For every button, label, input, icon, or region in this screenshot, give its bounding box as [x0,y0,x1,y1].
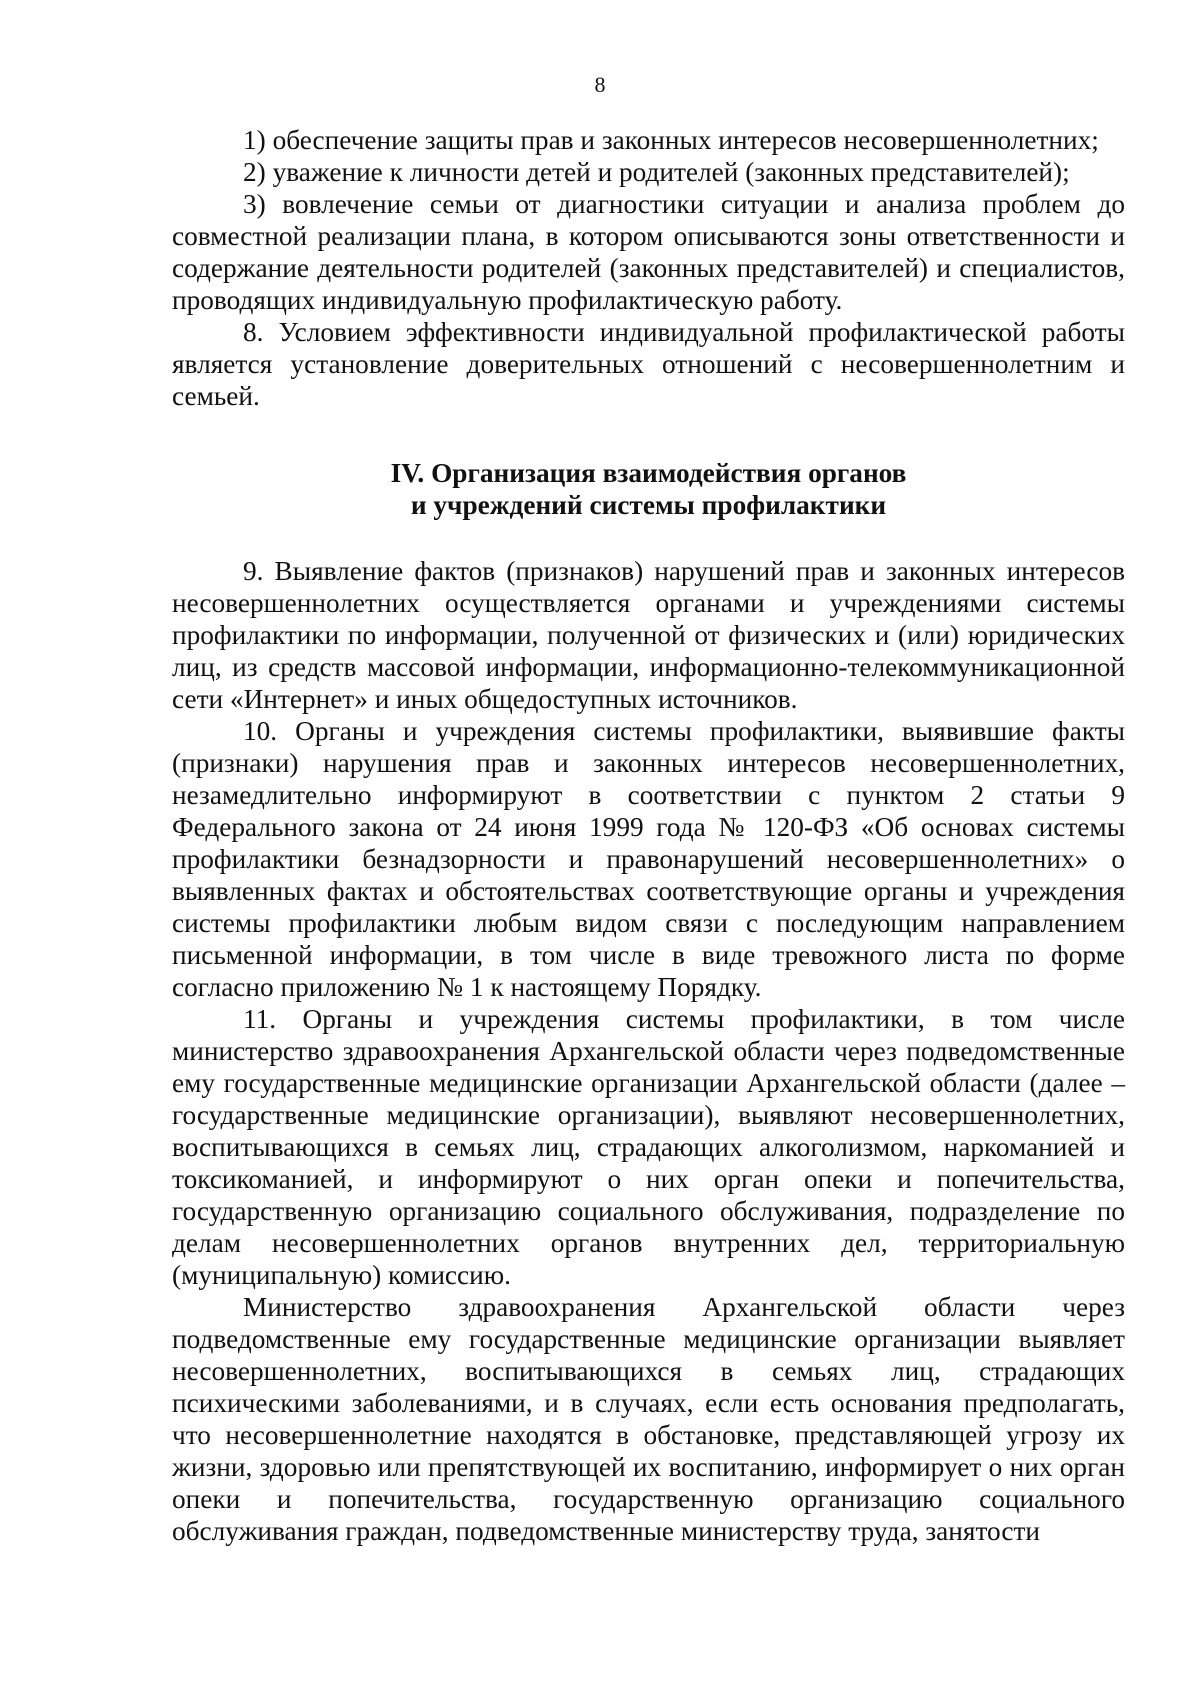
page-number: 8 [594,72,606,97]
section-heading [172,457,1125,521]
section-heading-line-1: IV. Организация взаимодействия органов [390,458,907,488]
paragraph-point-11: 11. Органы и учреждения системы профилактики, в том числе министерство здравоохранения Архангельской области через подведомственные ему государственные медицинские организации Архангельской области (далее – государственные медицинские организации), выявляют несовершеннолетних, воспитывающихся в семьях лиц, страдающих алкоголизмом, наркоманией и токсикоманией, и информируют о них орган опеки и попечительства, государственную организацию социального обслуживания, подразделение по делам несовершеннолетних органов внутренних дел, территориальную (муниципальную) комиссию. [172,1004,1125,1290]
paragraph-ministry: Министерство здравоохранения Архангельской области через подведомственные ему государственные медицинские организации выявляет несовершеннолетних, воспитывающихся в семьях лиц, страдающих психическими заболеваниями, и в случаях, если есть основания предполагать, что несовершеннолетние находятся в обстановке, представляющей угрозу их жизни, здоровью или препятствующей их воспитанию, информирует о них орган опеки и попечительства, государственную организацию социального обслуживания граждан, подведомственные министерству труда, занятости [172,1292,1125,1546]
document-body [172,124,1125,1547]
paragraph-item-3: 3) вовлечение семьи от диагностики ситуации и анализа проблем до совместной реализации плана, в котором описываются зоны ответственности и содержание деятельности родителей (законных представителей) и специалистов, проводящих индивидуальную профилактическую работу. [172,189,1125,315]
paragraph-item-2: 2) уважение к личности детей и родителей (законных представителей); [243,157,1070,187]
paragraph-point-10: 10. Органы и учреждения системы профилактики, выявившие факты (признаки) нарушения прав и законных интересов несовершеннолетних, незамедлительно информируют в соответствии с пунктом 2 статьи 9 Федерального закона от 24 июня 1999 года № 120-ФЗ «Об основах системы профилактики безнадзорности и правонарушений несовершеннолетних» о выявленных фактах и обстоятельствах соответствующие органы и учреждения системы профилактики любым видом связи с последующим направлением письменной информации, в том числе в виде тревожного листа по форме согласно приложению № 1 к настоящему Порядку. [172,716,1125,1002]
section-heading-line-2: и учреждений системы профилактики [410,490,887,520]
paragraph-item-1: 1) обеспечение защиты прав и законных интересов несовершеннолетних; [243,125,1099,155]
paragraph-point-9: 9. Выявление фактов (признаков) нарушений прав и законных интересов несовершеннолетних осуществляется органами и учреждениями системы профилактики по информации, полученной от физических и (или) юридических лиц, из средств массовой информации, информационно-телекоммуникационной сети «Интернет» и иных общедоступных источников. [172,556,1125,714]
paragraph-point-8: 8. Условием эффективности индивидуальной профилактической работы является установление доверительных отношений с несовершеннолетним и семьей. [172,317,1125,411]
